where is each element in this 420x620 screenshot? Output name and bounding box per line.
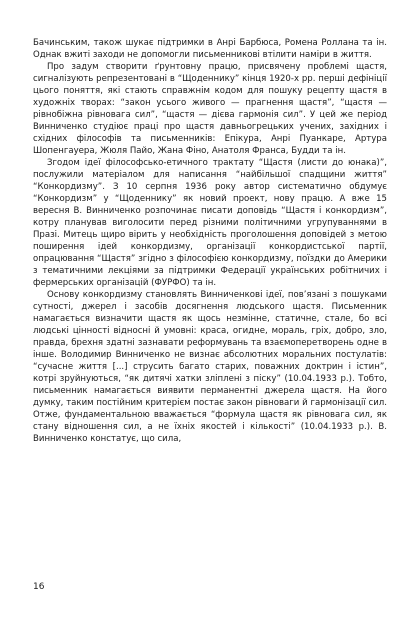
paragraph-4: Основу конкордизму становлять Винниченкові ідеї, пов’язані з пошуками сутності, джерел і засобів досягнення людського щастя. Письменник намагається визначити щастя як щось незмінне, статичне, стале, бо всі людські цінності відносні й умовні: краса, огидне, мораль, гріх, добро, зло, правда, брехня здатні зазнавати реформувань та взаємоперетворень одне в інше. Володимир Винниченко не визнає абсолютних моральних постулатів: “сучасне життя [...] струсить багато старих, поважних доктрин і істин”, котрі зруйнуються, “як дитячі хатки зліплені з піску” (10.04.1933 р.). Тобто, письменник намагається виявити перманентні джерела щастя. На його думку, таким постійним критерієм постає закон рівноваги й гармонізації сил. Отже, фундаментальною вважається “формула щастя як рівновага сил, як стану відношення сил, а не їхніх якостей і кількості” (10.04.1933 р.). В. Винниченко констатує, що сила, bbox=[33, 290, 387, 444]
page-number: 16 bbox=[33, 582, 45, 592]
paragraph-3: Згодом ідеї філософсько-етичного трактату “Щастя (листи до юнака)”, послужили матеріалом для написання “найбільшої спадщини життя” “Конкордизму”. З 10 серпня 1936 року автор систематично обдумує “Конкордизм” у “Щоденнику” як новий проект, нову працю. А вже 15 вересня В. Винниченко розпочинає писати доповідь “Щастя і конкордизм”, котру планував виголосити перед різними політичними угрупуваннями в Празі. Митець щиро вірить у необхідність проголошення доповідей з метою поширення ідей конкордизму, організації конкордистської партії, опрацювання “Щастя” згідно з філософією конкордизму, поїздки до Америки з тематичними лекціями за підтримки Федерації українських робітничих і фермерських організацій (ФУРФО) та ін. bbox=[33, 158, 387, 288]
paragraph-2: Про задум створити ґрунтовну працю, присвячену проблемі щастя, сигналізують репрезентовані в “Щоденнику” кінця 1920-х рр. перші дефініції цього поняття, які стають справжнім кодом для пошуку рецепту щастя в художніх творах: “закон усього живого — прагнення щастя”, “щастя — рівнобіжна рівновага сил”, “щастя — дієва гармонія сил”. У цей же період Винниченко студіює праці про щастя давньогрецьких учених, західних і східних філософів та письменників: Епікура, Анрі Пуанкаре, Артура Шопенгауера, Жюля Пайо, Жана Фіно, Анатоля Франса, Будди та ін. bbox=[33, 62, 387, 156]
page-body bbox=[33, 37, 387, 445]
paragraph-1: Бачинським, також шукає підтримки в Анрі Барбюса, Ромена Роллана та ін. Однак вжиті заходи не допомогли письменникові втілити наміри в життя. bbox=[33, 38, 387, 60]
